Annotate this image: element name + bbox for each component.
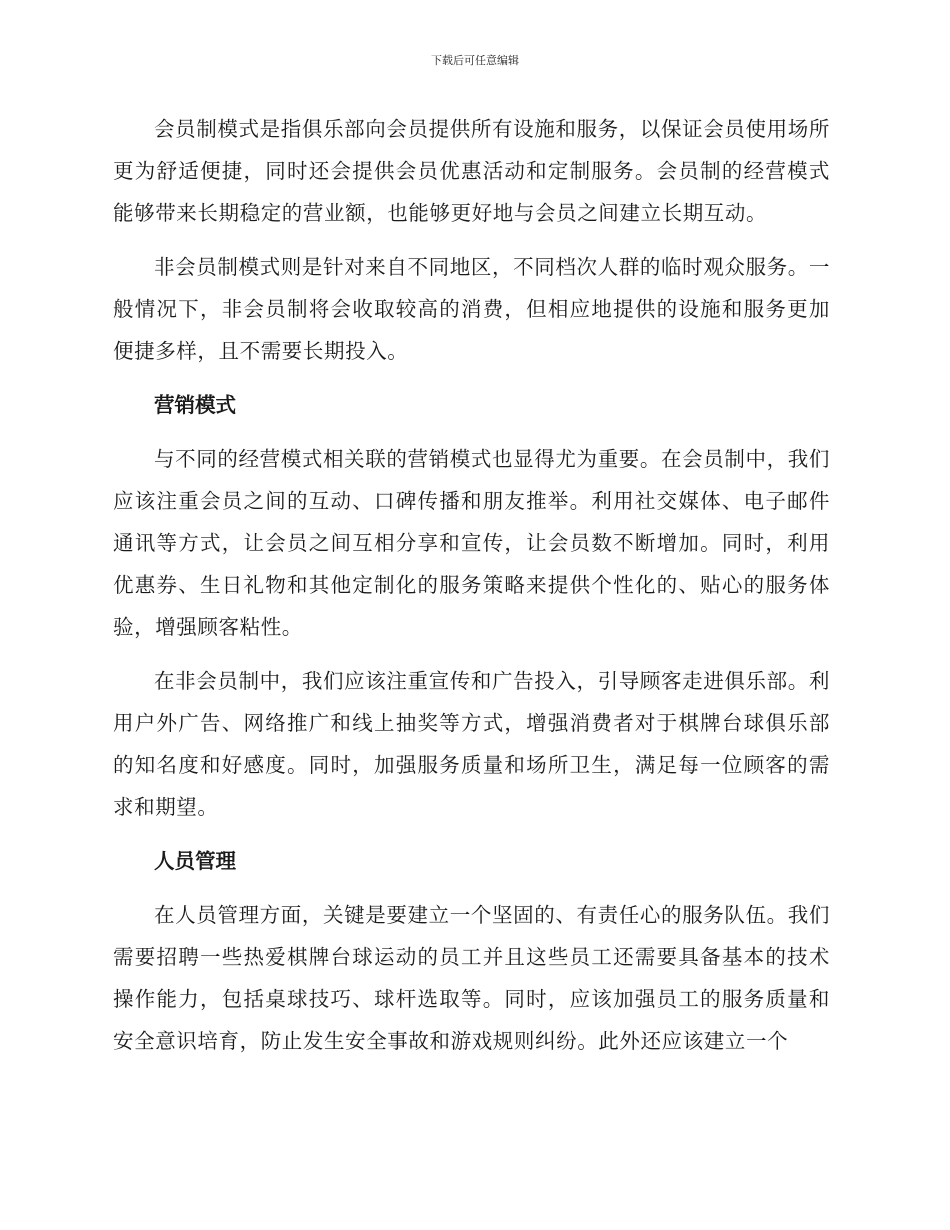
section-heading-marketing: 营销模式 <box>154 393 236 417</box>
paragraph-marketing-membership: 与不同的经营模式相关联的营销模式也显得尤为重要。在会员制中，我们应该注重会员之间的互动、口碑传播和朋友推举。利用社交媒体、电子邮件通讯等方式，让会员之间互相分享和宣传，让会员数不断增加。同时，利用优惠券、生日礼物和其他定制化的服务策略来提供个性化的、贴心的服务体验，增强顾客粘性。 <box>113 447 830 639</box>
paragraph-staff-management: 在人员管理方面，关键是要建立一个坚固的、有责任心的服务队伍。我们需要招聘一些热爱棋牌台球运动的员工并且这些员工还需要具备基本的技术操作能力，包括桌球技巧、球杆选取等。同时，应该加强员工的服务质量和安全意识培育，防止发生安全事故和游戏规则纠纷。此外还应该建立一个 <box>113 903 830 1053</box>
paragraph-marketing-non-membership: 在非会员制中，我们应该注重宣传和广告投入，引导顾客走进俱乐部。利用户外广告、网络推广和线上抽奖等方式，增强消费者对于棋牌台球俱乐部的知名度和好感度。同时，加强服务质量和场所卫生，满足每一位顾客的需求和期望。 <box>113 669 830 819</box>
paragraph-membership-model: 会员制模式是指俱乐部向会员提供所有设施和服务，以保证会员使用场所更为舒适便捷，同时还会提供会员优惠活动和定制服务。会员制的经营模式能够带来长期稳定的营业额，也能够更好地与会员之间建立长期互动。 <box>113 117 830 225</box>
section-heading-staff-management: 人员管理 <box>154 849 236 873</box>
document-body <box>113 108 830 1074</box>
page-header: 下载后可任意编辑 <box>431 54 519 67</box>
paragraph-non-membership-model: 非会员制模式则是针对来自不同地区，不同档次人群的临时观众服务。一般情况下，非会员制将会收取较高的消费，但相应地提供的设施和服务更加便捷多样，且不需要长期投入。 <box>113 255 830 363</box>
